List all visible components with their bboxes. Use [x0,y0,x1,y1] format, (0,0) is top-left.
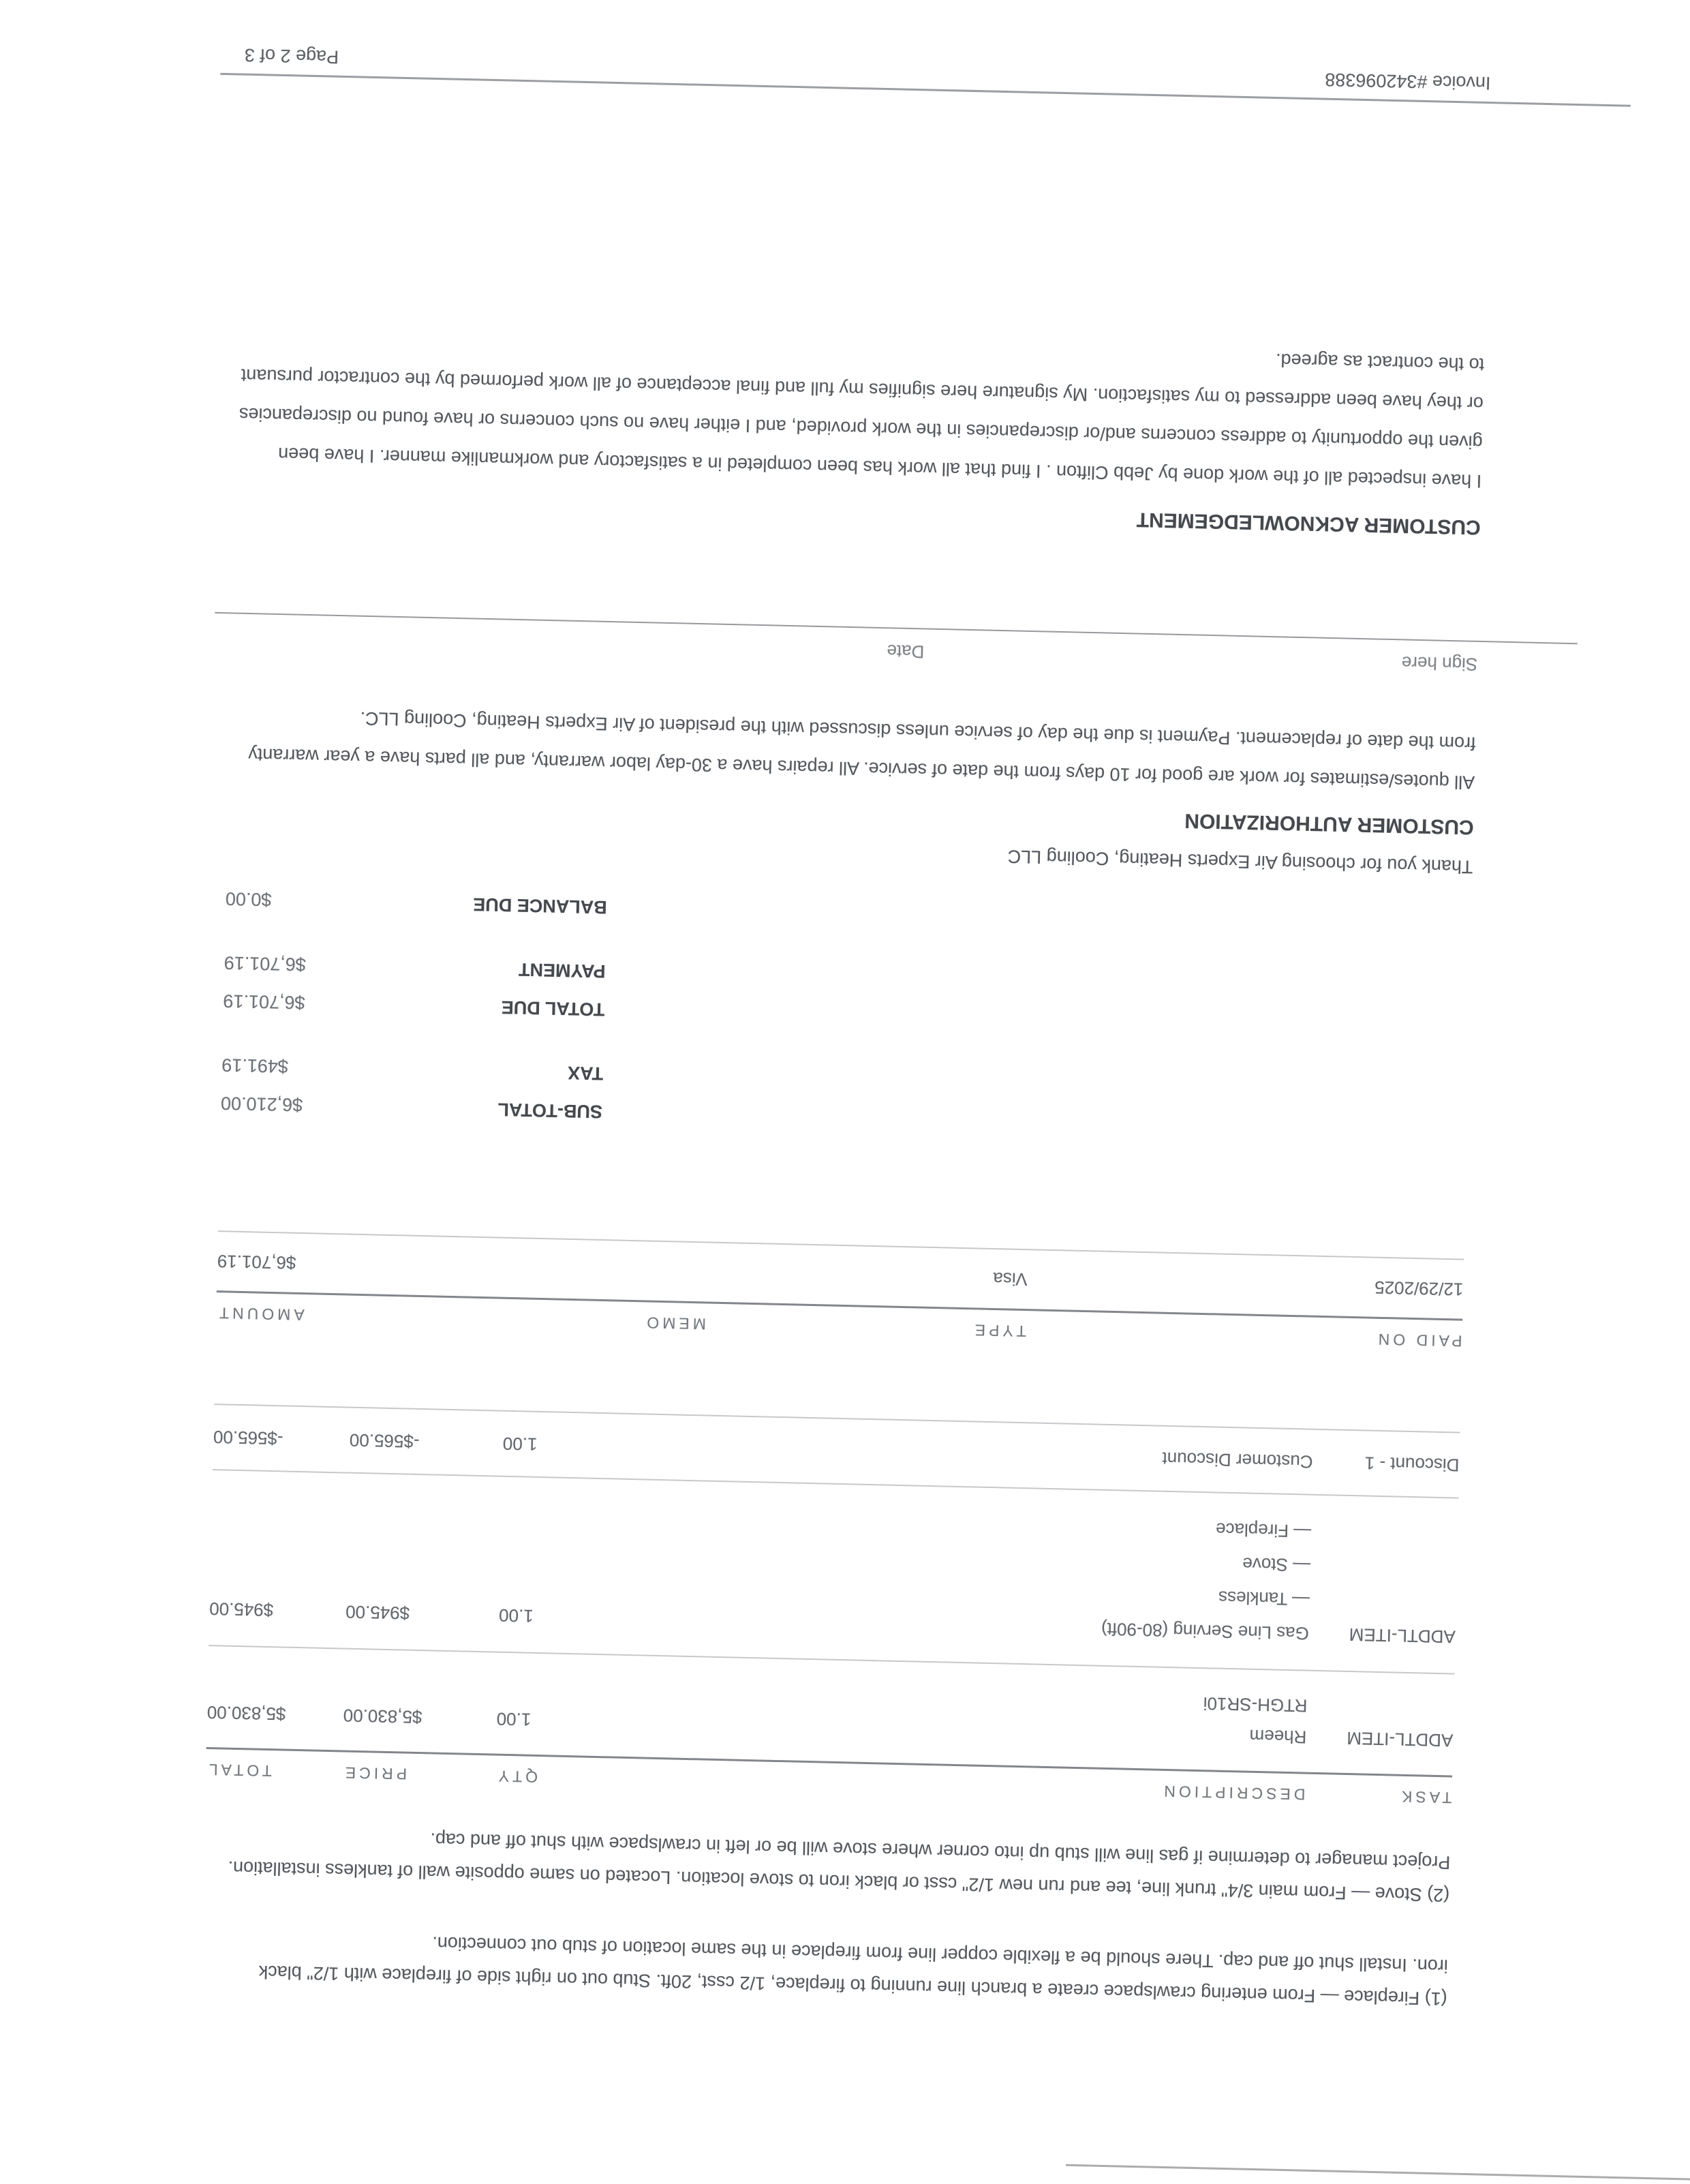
payments-table [216,1230,1464,1350]
items-header-task: TASK [1398,1787,1452,1807]
total-due-value: $6,701.19 [223,990,305,1013]
authorization-terms: All quotes/estimates for work are good for 10 days from the date of service. All repairs have a 30-day labor warranty, and all parts have a year warranty from the date of replacement. Payment is due the day of service unless discussed with the president of Air Experts Heating, Cooling LLC. [247,708,1476,793]
items-table [206,1404,1460,1806]
payments-header-amount: AMOUNT [215,1304,305,1324]
items-header-description: DESCRIPTION [1161,1782,1306,1804]
item-sub-item: — Tankless [1218,1587,1310,1610]
acknowledgement-heading: CUSTOMER ACKNOWLEDGEMENT [1136,508,1481,539]
payment-amount: $6,701.19 [217,1251,296,1273]
payment-value: $6,701.19 [224,952,307,975]
item-sub-item: — Stove [1242,1553,1311,1576]
balance-due-row [225,887,1471,938]
item-price: -$565.00 [349,1429,420,1452]
acknowledgement-terms: I have inspected all of the work done by Jebb Clifton . I find that all work has been completed in a satisfactory and workmanlike manner. I have been given the opportunity to address concerns and/or discrepancies in the work provided, and I either have no such concerns or have found no discrepancies or they have been addressed to my satisfaction. My signature here signifies my full and final acceptance of all work performed by the contractor pursuant to the contract as agreed. [239,350,1485,491]
payments-header-paid-on: PAID ON [1374,1330,1462,1350]
payment-type: Visa [993,1269,1028,1290]
payment-label: PAYMENT [518,959,606,982]
item-qty: 1.00 [496,1708,532,1730]
item-sub-item: — Fireplace [1215,1519,1312,1542]
item-description-line: Rheem [1249,1725,1307,1748]
balance-due-label: BALANCE DUE [472,894,608,918]
item-description [598,1674,1308,1753]
page-number: Page 2 of 3 [244,44,339,67]
total-due-label: TOTAL DUE [501,997,605,1020]
item-task: Discount - 1 [1364,1453,1460,1476]
table-row [209,1469,1458,1673]
subtotal-label: SUB-TOTAL [497,1099,603,1122]
invoice-content [0,312,1690,2183]
totals-block [221,887,1472,1142]
payment-memo [421,1254,707,1284]
authorization-heading: CUSTOMER AUTHORIZATION [1184,809,1475,838]
item-description-line: Gas Line Serving (80-90ft) [1101,1618,1310,1644]
item-task: ADDTL-ITEM [1347,1727,1454,1751]
scope-paragraph-fireplace: (1) Fireplace — From entering crawlspace create a branch line running to fireplace, 1/2 csst, 20ft. Stub out on right side of fireplace with 1/2" black iron. Install shut off and cap. There should be a flexible copper line from fireplace in the same location of stub out connection. [258,1932,1449,2009]
item-total: $5,830.00 [206,1702,286,1725]
scope-paragraph-stove: (2) Stove — From main 3/4" trunk line, tee and run new 1/2" csst or black iron to stove location. Located on same opposite wall of tankless installation. Project manager to determine if gas line will stub up into corner where stove will be or left in crawlspace with shut off and cap. [228,1829,1451,1906]
item-price: $945.00 [345,1601,410,1624]
item-description-line: RTGH-SR10i [1203,1693,1308,1716]
item-total: -$565.00 [213,1427,283,1449]
sign-here-label: Sign here [1401,652,1478,675]
page-footer [244,44,1491,104]
payment-paid-on: 12/29/2025 [1374,1277,1464,1300]
item-price: $5,830.00 [343,1705,422,1728]
item-task: ADDTL-ITEM [1349,1624,1456,1648]
invoice-number: Invoice #342096388 [1324,69,1491,94]
tax-value: $491.19 [221,1055,289,1077]
date-label: Date [887,641,925,663]
item-description: Customer Discount [1162,1448,1313,1472]
item-qty: 1.00 [498,1605,534,1626]
item-description [601,1498,1312,1651]
item-total: $945.00 [209,1598,274,1621]
tax-label: TAX [567,1062,604,1084]
payments-header-memo: MEMO [643,1314,707,1333]
signature-labels [231,624,1477,674]
items-header-total: TOTAL [205,1760,273,1780]
balance-due-value: $0.00 [225,888,272,910]
item-qty: 1.00 [502,1433,538,1455]
items-header-price: PRICE [341,1763,408,1783]
payments-header-type: TYPE [971,1321,1027,1341]
subtotal-value: $6,210.00 [220,1093,303,1115]
thank-you-line: Thank you for choosing Air Experts Heating, Cooling LLC [1007,846,1473,877]
items-header-qty: QTY [495,1767,538,1787]
footer-row [245,44,1491,93]
